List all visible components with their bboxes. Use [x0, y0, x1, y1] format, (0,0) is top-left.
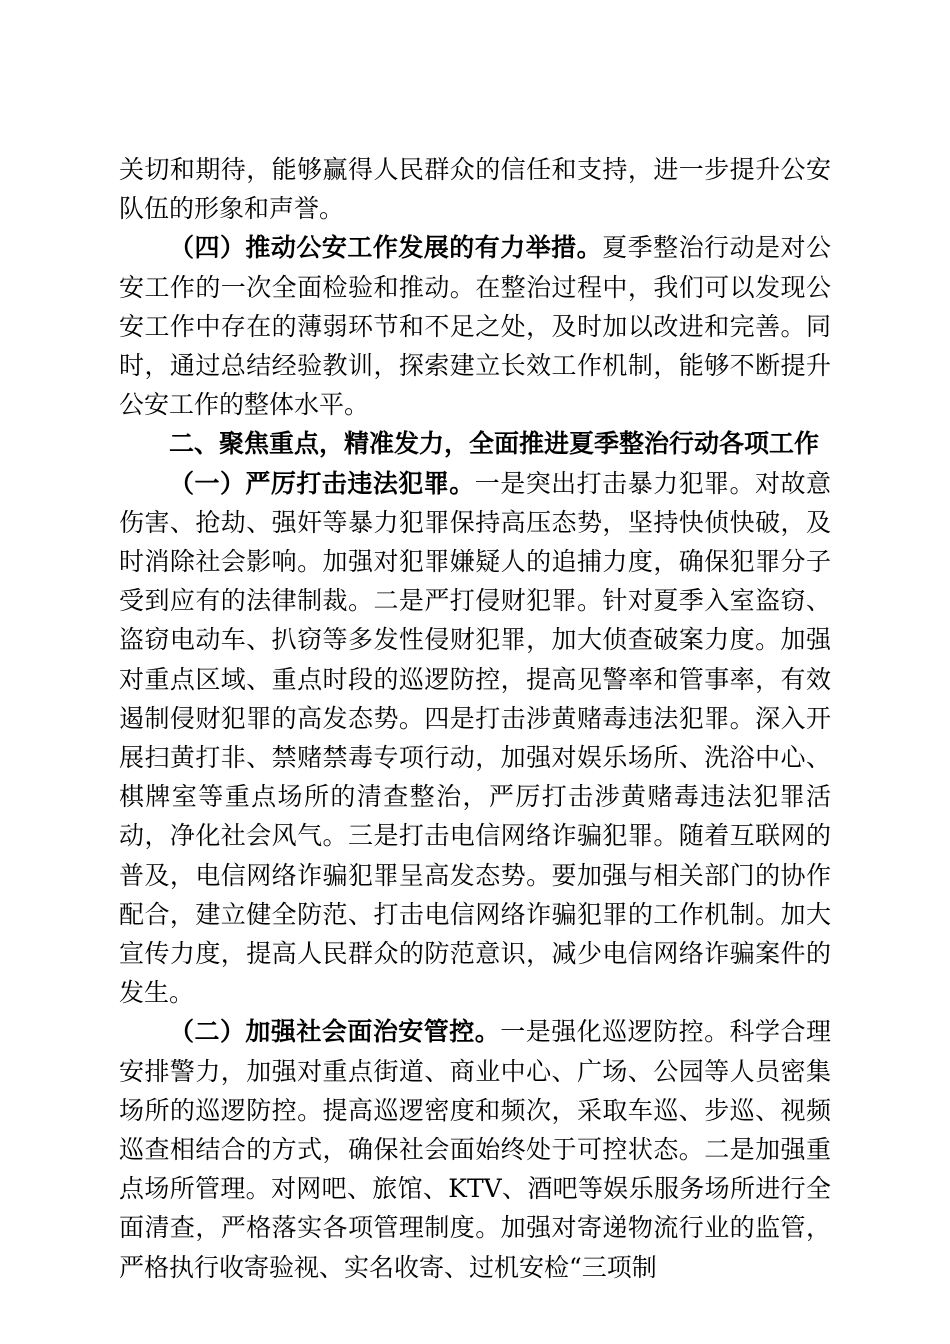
paragraph-text: 一是突出打击暴力犯罪。对故意伤害、抢劫、强奸等暴力犯罪保持高压态势，坚持快侦快破，及时消除社会影响。加强对犯罪嫌疑人的追捕力度，确保犯罪分子受到应有的法律制裁。二是严打侵财犯罪。针对夏季入室盗窃、盗窃电动车、扒窃等多发性侵财犯罪，加大侦查破案力度。加强对重点区域、重点时段的巡逻防控，提高见警率和管事率，有效遏制侵财犯罪的高发态势。四是打击涉黄赌毒违法犯罪。深入开展扫黄打非、禁赌禁毒专项行动，加强对娱乐场所、洗浴中心、棋牌室等重点场所的清查整治，严厉打击涉黄赌毒违法犯罪活动，净化社会风气。三是打击电信网络诈骗犯罪。随着互联网的普及，电信网络诈骗犯罪呈高发态势。要加强与相关部门的协作配合，建立健全防范、打击电信网络诈骗犯罪的工作机制。加大宣传力度，提高人民群众的防范意识，减少电信网络诈骗案件的发生。: [119, 468, 831, 1008]
paragraph-text: 夏季整治行动是对公安工作的一次全面检验和推动。在整治过程中，我们可以发现公安工作中存在的薄弱环节和不足之处，及时加以改进和完善。同时，通过总结经验教训，探索建立长效工作机制，能够不断提升公安工作的整体水平。: [119, 233, 831, 420]
paragraph-section-four: [119, 228, 831, 424]
paragraph-continuation: [119, 150, 831, 228]
section-heading: 二、聚焦重点，精准发力，全面推进夏季整治行动各项工作: [169, 429, 820, 459]
paragraph-text: 关切和期待，能够赢得人民群众的信任和支持，进一步提升公安队伍的形象和声誉。: [119, 155, 831, 224]
paragraph-lead: （一）严厉打击违法犯罪。: [169, 468, 475, 498]
paragraph-lead: （二）加强社会面治安管控。: [169, 1017, 501, 1047]
paragraph-subsection-one: [119, 464, 831, 1013]
paragraph-subsection-two: [119, 1012, 831, 1286]
paragraph-text: 一是强化巡逻防控。科学合理安排警力，加强对重点街道、商业中心、广场、公园等人员密集场所的巡逻防控。提高巡逻密度和频次，采取车巡、步巡、视频巡查相结合的方式，确保社会面始终处于可控状态。二是加强重点场所管理。对网吧、旅馆、KTV、酒吧等娱乐服务场所进行全面清查，严格落实各项管理制度。加强对寄递物流行业的监管，严格执行收寄验视、实名收寄、过机安检“三项制: [119, 1017, 831, 1282]
paragraph-lead: （四）推动公安工作发展的有力举措。: [169, 233, 603, 263]
document-body: [119, 150, 831, 1287]
